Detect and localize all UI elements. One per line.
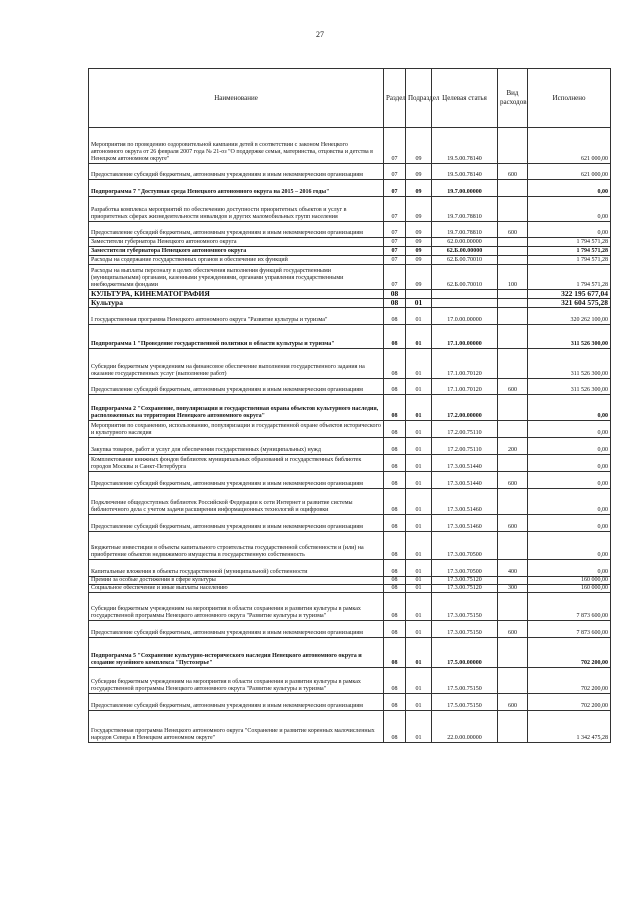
cell-name: Заместители губернатора Ненецкого автономного округа xyxy=(89,238,384,247)
cell-subsection: 01 xyxy=(406,455,432,472)
table-row xyxy=(89,256,611,265)
cell-subsection: 01 xyxy=(406,489,432,515)
cell-name: Государственная программа Ненецкого автономного округа "Сохранение и развитие коренных малочисленных народов Севера в Ненецком автономном округе" xyxy=(89,711,384,743)
cell-done: 0,00 xyxy=(528,455,611,472)
header-target: Целевая статья xyxy=(432,69,498,128)
cell-target: 17.3.00.75120 xyxy=(432,585,498,593)
cell-done: 0,00 xyxy=(528,515,611,532)
table-body xyxy=(89,128,611,743)
cell-subsection: 01 xyxy=(406,308,432,325)
cell-subsection: 01 xyxy=(406,379,432,395)
cell-done: 160 000,00 xyxy=(528,577,611,585)
cell-name: Комплектование книжных фондов библиотек муниципальных образований и государственных библиотек городов Москвы и Санкт-Петербурга xyxy=(89,455,384,472)
cell-exp-type xyxy=(498,299,528,308)
cell-name: Субсидии бюджетным учреждениям на финансовое обеспечение выполнения государственного задания на оказание государственных услуг (выполнение работ) xyxy=(89,349,384,379)
cell-name: I государственная программа Ненецкого автономного округа "Развитие культуры и туризма" xyxy=(89,308,384,325)
table-row xyxy=(89,489,611,515)
cell-section: 07 xyxy=(384,164,406,180)
cell-done: 0,00 xyxy=(528,560,611,577)
cell-target: 17.1.00.70120 xyxy=(432,349,498,379)
cell-name: Предоставление субсидий бюджетным, автономным учреждениям и иным некоммерческим организациям xyxy=(89,621,384,638)
cell-section: 08 xyxy=(384,299,406,308)
cell-section: 08 xyxy=(384,694,406,711)
cell-name: Расходы на содержание государственных органов и обеспечение их функций xyxy=(89,256,384,265)
cell-section: 08 xyxy=(384,472,406,489)
cell-target: 17.3.00.70500 xyxy=(432,532,498,560)
cell-done: 1 794 571,28 xyxy=(528,265,611,290)
cell-section: 07 xyxy=(384,180,406,197)
cell-done: 621 000,00 xyxy=(528,164,611,180)
cell-target: 19.7.00.00000 xyxy=(432,180,498,197)
cell-done: 1 342 475,28 xyxy=(528,711,611,743)
cell-subsection: 01 xyxy=(406,694,432,711)
cell-section: 08 xyxy=(384,438,406,455)
table-row xyxy=(89,638,611,668)
cell-done: 0,00 xyxy=(528,421,611,438)
table-row xyxy=(89,325,611,349)
cell-target: 17.5.00.75150 xyxy=(432,694,498,711)
table-row xyxy=(89,265,611,290)
cell-name: Подпрограмма 1 "Проведение государственной политики в области культуры и туризма" xyxy=(89,325,384,349)
cell-done: 0,00 xyxy=(528,180,611,197)
cell-name: Мероприятия по сохранению, использованию, популяризации и государственной охране объектов исторического и культурного наследия xyxy=(89,421,384,438)
cell-subsection: 01 xyxy=(406,515,432,532)
table-row xyxy=(89,694,611,711)
table-row xyxy=(89,222,611,238)
cell-subsection: 09 xyxy=(406,197,432,222)
cell-target: 17.2.00.75110 xyxy=(432,438,498,455)
cell-target: 17.2.00.75110 xyxy=(432,421,498,438)
cell-exp-type xyxy=(498,711,528,743)
cell-target: 19.5.00.78140 xyxy=(432,128,498,164)
cell-target: 17.5.00.75150 xyxy=(432,668,498,694)
cell-target: 22.0.00.00000 xyxy=(432,711,498,743)
cell-name: Бюджетные инвестиции в объекты капитального строительства государственной собственности и (или) на приобретение объектов недвижимого имущества в государственную собственность xyxy=(89,532,384,560)
table-row xyxy=(89,455,611,472)
cell-section: 08 xyxy=(384,379,406,395)
cell-name: Расходы на выплаты персоналу в целях обеспечения выполнения функций государственными (муниципальными) органами, казенными учреждениями, органами управления государственными внебюджетными фондами xyxy=(89,265,384,290)
cell-done: 7 873 600,00 xyxy=(528,593,611,621)
table-row xyxy=(89,711,611,743)
cell-section: 08 xyxy=(384,325,406,349)
cell-exp-type xyxy=(498,577,528,585)
cell-done: 1 794 571,28 xyxy=(528,238,611,247)
cell-done: 311 526 300,00 xyxy=(528,325,611,349)
cell-done: 0,00 xyxy=(528,197,611,222)
cell-name: Закупка товаров, работ и услуг для обеспечения государственных (муниципальных) нужд xyxy=(89,438,384,455)
table-row xyxy=(89,180,611,197)
cell-name: Премии за особые достижения в сфере культуры xyxy=(89,577,384,585)
cell-exp-type xyxy=(498,421,528,438)
cell-subsection: 09 xyxy=(406,164,432,180)
page-number: 27 xyxy=(316,30,324,39)
cell-exp-type xyxy=(498,349,528,379)
cell-exp-type: 600 xyxy=(498,164,528,180)
table-row xyxy=(89,515,611,532)
cell-done: 1 794 571,28 xyxy=(528,247,611,256)
cell-exp-type xyxy=(498,290,528,299)
cell-subsection: 09 xyxy=(406,238,432,247)
cell-section: 08 xyxy=(384,711,406,743)
cell-name: Социальное обеспечение и иные выплаты населению xyxy=(89,585,384,593)
cell-section: 07 xyxy=(384,128,406,164)
cell-done: 0,00 xyxy=(528,395,611,421)
table-row xyxy=(89,668,611,694)
table-row xyxy=(89,197,611,222)
cell-target: 17.2.00.00000 xyxy=(432,395,498,421)
cell-name: Подключение общедоступных библиотек Российской Федерации к сети Интернет и развитие системы библиотечного дела с учетом задачи расширения информационных технологий и оцифровки xyxy=(89,489,384,515)
cell-exp-type xyxy=(498,256,528,265)
cell-subsection: 09 xyxy=(406,265,432,290)
cell-subsection: 01 xyxy=(406,349,432,379)
cell-section: 07 xyxy=(384,247,406,256)
cell-subsection: 01 xyxy=(406,577,432,585)
cell-target: 62.0.00.00000 xyxy=(432,238,498,247)
cell-section: 07 xyxy=(384,222,406,238)
cell-target: 17.1.00.00000 xyxy=(432,325,498,349)
cell-exp-type xyxy=(498,238,528,247)
cell-subsection: 01 xyxy=(406,621,432,638)
cell-exp-type xyxy=(498,325,528,349)
cell-target: 17.1.00.70120 xyxy=(432,379,498,395)
cell-target xyxy=(432,290,498,299)
table-row xyxy=(89,593,611,621)
cell-subsection: 09 xyxy=(406,256,432,265)
header-name: Наименование xyxy=(89,69,384,128)
cell-subsection: 01 xyxy=(406,395,432,421)
table-row xyxy=(89,308,611,325)
cell-subsection: 01 xyxy=(406,421,432,438)
cell-section: 08 xyxy=(384,577,406,585)
cell-name: Подпрограмма 5 "Сохранение культурно-исторического наследия Ненецкого автономного округа и создание музейного комплекса "Пустозерье" xyxy=(89,638,384,668)
cell-exp-type xyxy=(498,668,528,694)
cell-exp-type xyxy=(498,489,528,515)
table-row xyxy=(89,238,611,247)
table-row xyxy=(89,472,611,489)
cell-section: 08 xyxy=(384,560,406,577)
cell-done: 322 195 677,04 xyxy=(528,290,611,299)
cell-exp-type xyxy=(498,532,528,560)
table-row xyxy=(89,438,611,455)
cell-section: 08 xyxy=(384,308,406,325)
cell-exp-type: 600 xyxy=(498,379,528,395)
table-row xyxy=(89,299,611,308)
cell-exp-type xyxy=(498,593,528,621)
cell-done: 160 000,00 xyxy=(528,585,611,593)
cell-target: 17.5.00.00000 xyxy=(432,638,498,668)
cell-target: 62.Б.00.70010 xyxy=(432,265,498,290)
cell-name: Культура xyxy=(89,299,384,308)
cell-section: 07 xyxy=(384,265,406,290)
table-row xyxy=(89,560,611,577)
cell-section: 08 xyxy=(384,532,406,560)
table-row xyxy=(89,164,611,180)
cell-name: Субсидии бюджетным учреждениям на мероприятия в области сохранения и развития культуры в рамках государственной программы Ненецкого автономного округа "Развитие культуры и туризма" xyxy=(89,668,384,694)
table-row xyxy=(89,349,611,379)
cell-section: 08 xyxy=(384,668,406,694)
cell-exp-type: 300 xyxy=(498,585,528,593)
cell-name: Капитальные вложения в объекты государственной (муниципальной) собственности xyxy=(89,560,384,577)
cell-done: 0,00 xyxy=(528,222,611,238)
cell-name: Предоставление субсидий бюджетным, автономным учреждениям и иным некоммерческим организациям xyxy=(89,472,384,489)
cell-name: Подпрограмма 2 "Сохранение, популяризация и государственная охрана объектов культурного наследия, расположенных на территории Ненецкого автономного округа" xyxy=(89,395,384,421)
cell-target: 19.7.00.78810 xyxy=(432,197,498,222)
cell-section: 08 xyxy=(384,455,406,472)
cell-done: 0,00 xyxy=(528,438,611,455)
cell-section: 08 xyxy=(384,395,406,421)
cell-target: 62.Б.00.00000 xyxy=(432,247,498,256)
cell-subsection: 01 xyxy=(406,560,432,577)
cell-subsection: 09 xyxy=(406,128,432,164)
cell-subsection: 01 xyxy=(406,299,432,308)
cell-done: 702 200,00 xyxy=(528,638,611,668)
cell-done: 702 200,00 xyxy=(528,668,611,694)
cell-section: 08 xyxy=(384,349,406,379)
budget-table xyxy=(88,68,611,743)
table-row xyxy=(89,585,611,593)
cell-section: 08 xyxy=(384,489,406,515)
cell-done: 311 526 300,00 xyxy=(528,379,611,395)
cell-target: 19.5.00.78140 xyxy=(432,164,498,180)
cell-exp-type: 400 xyxy=(498,560,528,577)
cell-section: 08 xyxy=(384,593,406,621)
cell-exp-type: 600 xyxy=(498,621,528,638)
cell-exp-type xyxy=(498,638,528,668)
cell-subsection: 01 xyxy=(406,438,432,455)
cell-done: 1 794 571,28 xyxy=(528,256,611,265)
cell-name: Разработка комплекса мероприятий по обеспечению доступности приоритетных объектов и услуг в приоритетных сферах жизнедеятельности инвалидов и других маломобильных групп населения xyxy=(89,197,384,222)
table-row xyxy=(89,247,611,256)
cell-subsection: 01 xyxy=(406,668,432,694)
cell-exp-type xyxy=(498,247,528,256)
cell-target: 19.7.00.78810 xyxy=(432,222,498,238)
cell-name: Мероприятия по проведению оздоровительной кампании детей в соответствии с законом Ненецкого автономного округа от 26 февраля 2007 года № 21-оз "О поддержке семьи, материнства, отцовства и детства в Ненецком автономном округе" xyxy=(89,128,384,164)
cell-target: 17.3.00.75150 xyxy=(432,593,498,621)
cell-exp-type xyxy=(498,197,528,222)
cell-name: Предоставление субсидий бюджетным, автономным учреждениям и иным некоммерческим организациям xyxy=(89,222,384,238)
cell-target: 17.0.00.00000 xyxy=(432,308,498,325)
cell-exp-type xyxy=(498,128,528,164)
table-row xyxy=(89,532,611,560)
cell-section: 08 xyxy=(384,290,406,299)
cell-subsection: 01 xyxy=(406,532,432,560)
table-row xyxy=(89,128,611,164)
header-exp-type: Вид расходов xyxy=(498,69,528,128)
cell-done: 702 200,00 xyxy=(528,694,611,711)
table-row xyxy=(89,577,611,585)
cell-exp-type xyxy=(498,395,528,421)
cell-done: 0,00 xyxy=(528,472,611,489)
cell-section: 08 xyxy=(384,621,406,638)
cell-name: КУЛЬТУРА, КИНЕМАТОГРАФИЯ xyxy=(89,290,384,299)
cell-exp-type xyxy=(498,180,528,197)
cell-exp-type: 600 xyxy=(498,222,528,238)
cell-done: 311 526 300,00 xyxy=(528,349,611,379)
cell-subsection: 09 xyxy=(406,180,432,197)
table-row xyxy=(89,290,611,299)
cell-done: 320 262 100,00 xyxy=(528,308,611,325)
cell-subsection: 01 xyxy=(406,593,432,621)
cell-target: 17.3.00.51460 xyxy=(432,489,498,515)
cell-target: 17.3.00.75150 xyxy=(432,621,498,638)
cell-subsection: 01 xyxy=(406,585,432,593)
cell-done: 321 604 575,28 xyxy=(528,299,611,308)
cell-target: 17.3.00.51440 xyxy=(432,455,498,472)
header-section: Раздел xyxy=(384,69,406,128)
cell-target: 17.3.00.51440 xyxy=(432,472,498,489)
cell-exp-type: 100 xyxy=(498,265,528,290)
cell-section: 08 xyxy=(384,585,406,593)
header-subsection: Подраздел xyxy=(406,69,432,128)
cell-done: 0,00 xyxy=(528,532,611,560)
cell-target: 62.Б.00.70010 xyxy=(432,256,498,265)
cell-subsection: 01 xyxy=(406,325,432,349)
cell-target: 17.3.00.75120 xyxy=(432,577,498,585)
cell-subsection: 09 xyxy=(406,222,432,238)
cell-section: 08 xyxy=(384,515,406,532)
cell-done: 7 873 600,00 xyxy=(528,621,611,638)
cell-done: 621 000,00 xyxy=(528,128,611,164)
cell-subsection: 01 xyxy=(406,472,432,489)
table-row xyxy=(89,395,611,421)
cell-name: Предоставление субсидий бюджетным, автономным учреждениям и иным некоммерческим организациям xyxy=(89,379,384,395)
cell-exp-type: 600 xyxy=(498,694,528,711)
cell-exp-type: 600 xyxy=(498,472,528,489)
cell-done: 0,00 xyxy=(528,489,611,515)
cell-section: 08 xyxy=(384,421,406,438)
table-row xyxy=(89,379,611,395)
cell-target: 17.3.00.51460 xyxy=(432,515,498,532)
cell-section: 07 xyxy=(384,197,406,222)
cell-name: Субсидии бюджетным учреждениям на мероприятия в области сохранения и развития культуры в рамках государственной программы Ненецкого автономного округа "Развитие культуры и туризма" xyxy=(89,593,384,621)
table-row xyxy=(89,421,611,438)
cell-target: 17.3.00.70500 xyxy=(432,560,498,577)
table-header-row xyxy=(89,69,611,128)
cell-exp-type xyxy=(498,308,528,325)
cell-name: Предоставление субсидий бюджетным, автономным учреждениям и иным некоммерческим организациям xyxy=(89,515,384,532)
cell-name: Предоставление субсидий бюджетным, автономным учреждениям и иным некоммерческим организациям xyxy=(89,694,384,711)
cell-section: 08 xyxy=(384,638,406,668)
table-row xyxy=(89,621,611,638)
cell-name: Подпрограмма 7 "Доступная среда Ненецкого автономного округа на 2015 – 2016 годы" xyxy=(89,180,384,197)
cell-subsection: 09 xyxy=(406,247,432,256)
cell-exp-type: 600 xyxy=(498,515,528,532)
cell-name: Заместители губернатора Ненецкого автономного округа xyxy=(89,247,384,256)
cell-section: 07 xyxy=(384,256,406,265)
cell-name: Предоставление субсидий бюджетным, автономным учреждениям и иным некоммерческим организациям xyxy=(89,164,384,180)
cell-subsection: 01 xyxy=(406,638,432,668)
header-done: Исполнено xyxy=(528,69,611,128)
cell-exp-type: 200 xyxy=(498,438,528,455)
cell-target xyxy=(432,299,498,308)
cell-exp-type xyxy=(498,455,528,472)
cell-subsection: 01 xyxy=(406,711,432,743)
cell-section: 07 xyxy=(384,238,406,247)
